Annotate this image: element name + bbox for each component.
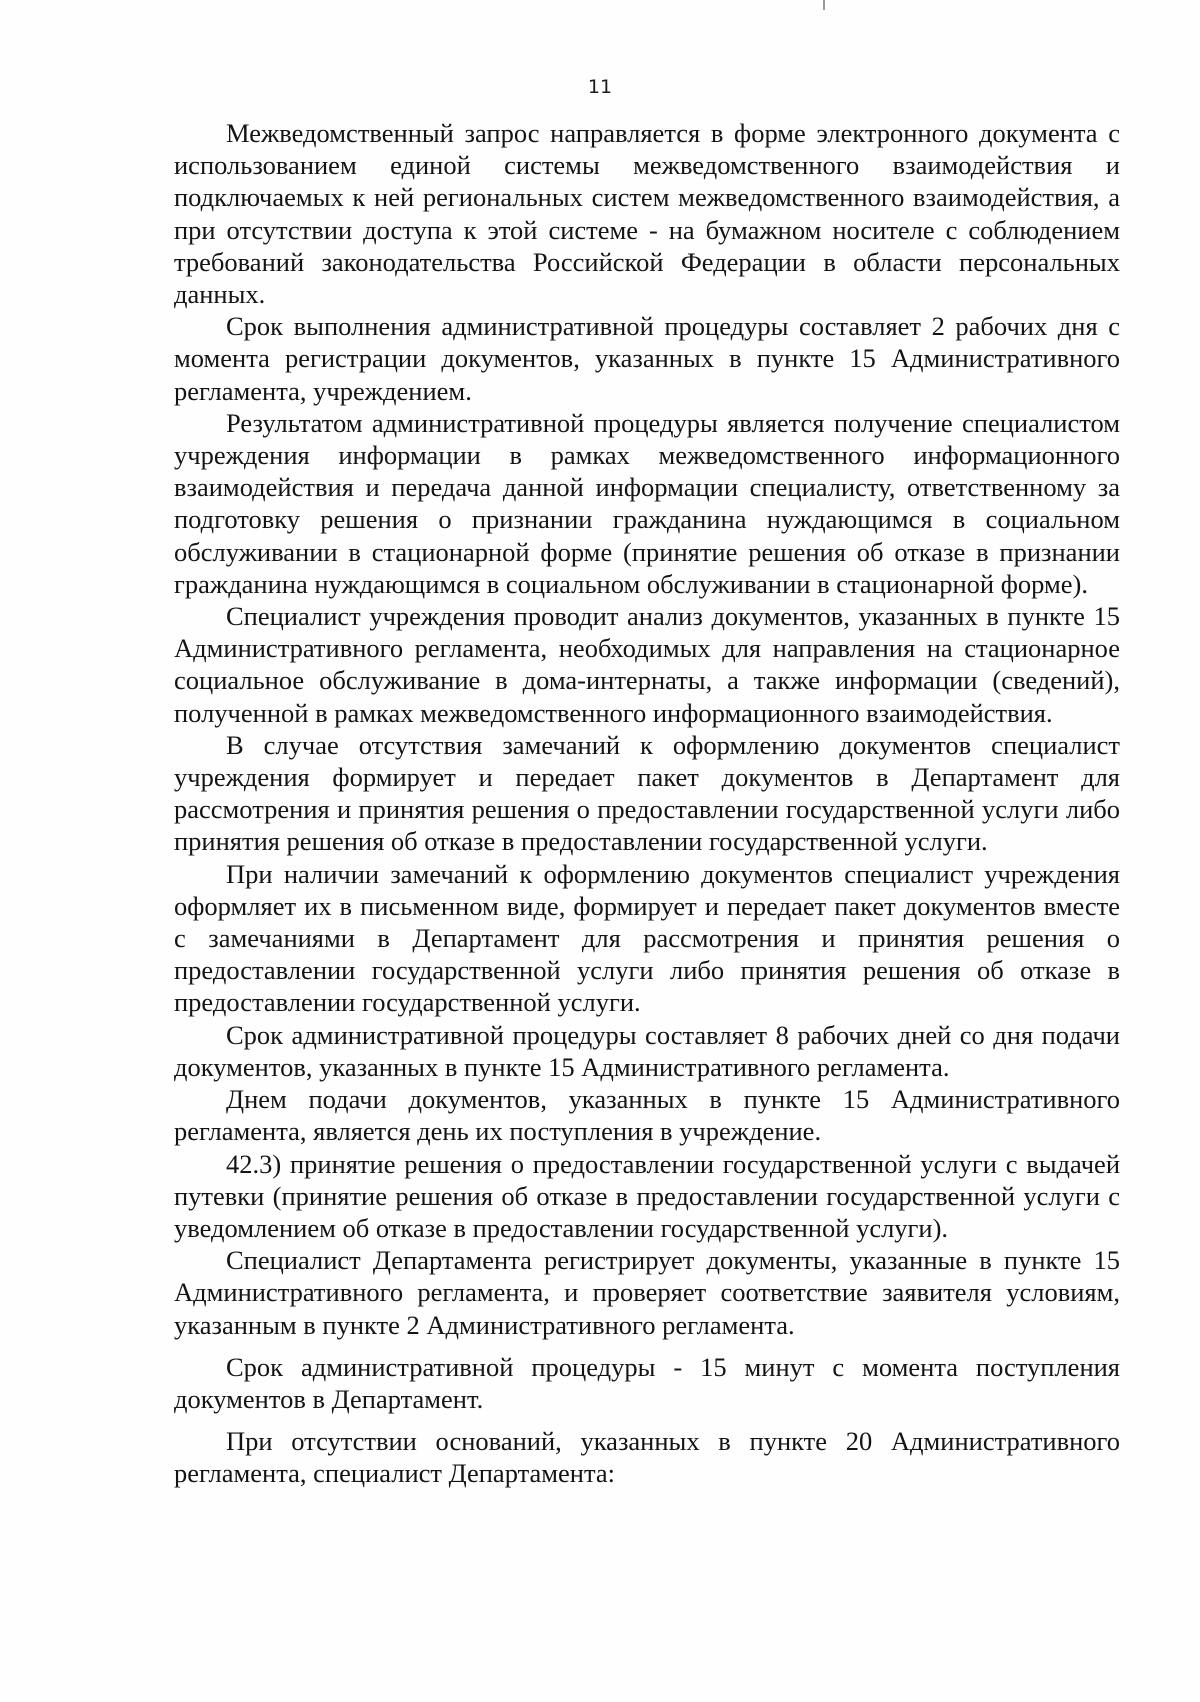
paragraph-5: В случае отсутствия замечаний к оформлению документов специалист учреждения формирует и передает пакет документов в Департамент для рассмотрения и принятия решения о предоставлении государственной услуги либо принятия решения об отказе в предоставлении государственной услуги. [174,729,1120,857]
document-body [174,117,1120,1490]
page-number: 11 [587,76,613,98]
paragraph-9: 42.3) принятие решения о предоставлении государственной услуги с выдачей путевки (принятие решения об отказе в предоставлении государственной услуги с уведомлением об отказе в предоставлении государственной услуги). [174,1148,1120,1243]
paragraph-1: Межведомственный запрос направляется в форме электронного документа с использованием единой системы межведомственного взаимодействия и подключаемых к ней региональных систем межведомственного взаимодействия, а при отсутствии доступа к этой системе - на бумажном носителе с соблюдением требований законодательства Российской Федерации в области персональных данных. [174,118,1120,310]
paragraph-7: Срок административной процедуры составляет 8 рабочих дней со дня подачи документов, указанных в пункте 15 Административного регламента. [174,1019,1120,1082]
paragraph-11: Срок административной процедуры - 15 минут с момента поступления документов в Департамент. [174,1351,1120,1414]
paragraph-3: Результатом административной процедуры является получение специалистом учреждения информации в рамках межведомственного информационного взаимодействия и передача данной информации специалисту, ответственному за подготовку решения о признании гражданина нуждающимся в социальном обслуживании в стационарной форме (принятие решения об отказе в признании гражданина нуждающимся в социальном обслуживании в стационарной форме). [174,407,1120,599]
paragraph-2: Срок выполнения административной процедуры составляет 2 рабочих дня с момента регистрации документов, указанных в пункте 15 Административного регламента, учреждением. [174,311,1120,406]
paragraph-4: Специалист учреждения проводит анализ документов, указанных в пункте 15 Административного регламента, необходимых для направления на стационарное социальное обслуживание в дома-интернаты, а также информации (сведений), полученной в рамках межведомственного информационного взаимодействия. [174,601,1120,728]
paragraph-10: Специалист Департамента регистрирует документы, указанные в пункте 15 Административного регламента, и проверяет соответствие заявителя условиям, указанным в пункте 2 Административного регламента. [174,1245,1120,1340]
scan-artifact [823,0,825,10]
paragraph-8: Днем подачи документов, указанных в пункте 15 Административного регламента, является день их поступления в учреждение. [174,1084,1120,1147]
paragraph-12: При отсутствии оснований, указанных в пункте 20 Административного регламента, специалист Департамента: [174,1426,1120,1489]
paragraph-6: При наличии замечаний к оформлению документов специалист учреждения оформляет их в письменном виде, формирует и передает пакет документов вместе с замечаниями в Департамент для рассмотрения и принятия решения о предоставлении государственной услуги либо принятия решения об отказе в предоставлении государственной услуги. [174,858,1120,1018]
